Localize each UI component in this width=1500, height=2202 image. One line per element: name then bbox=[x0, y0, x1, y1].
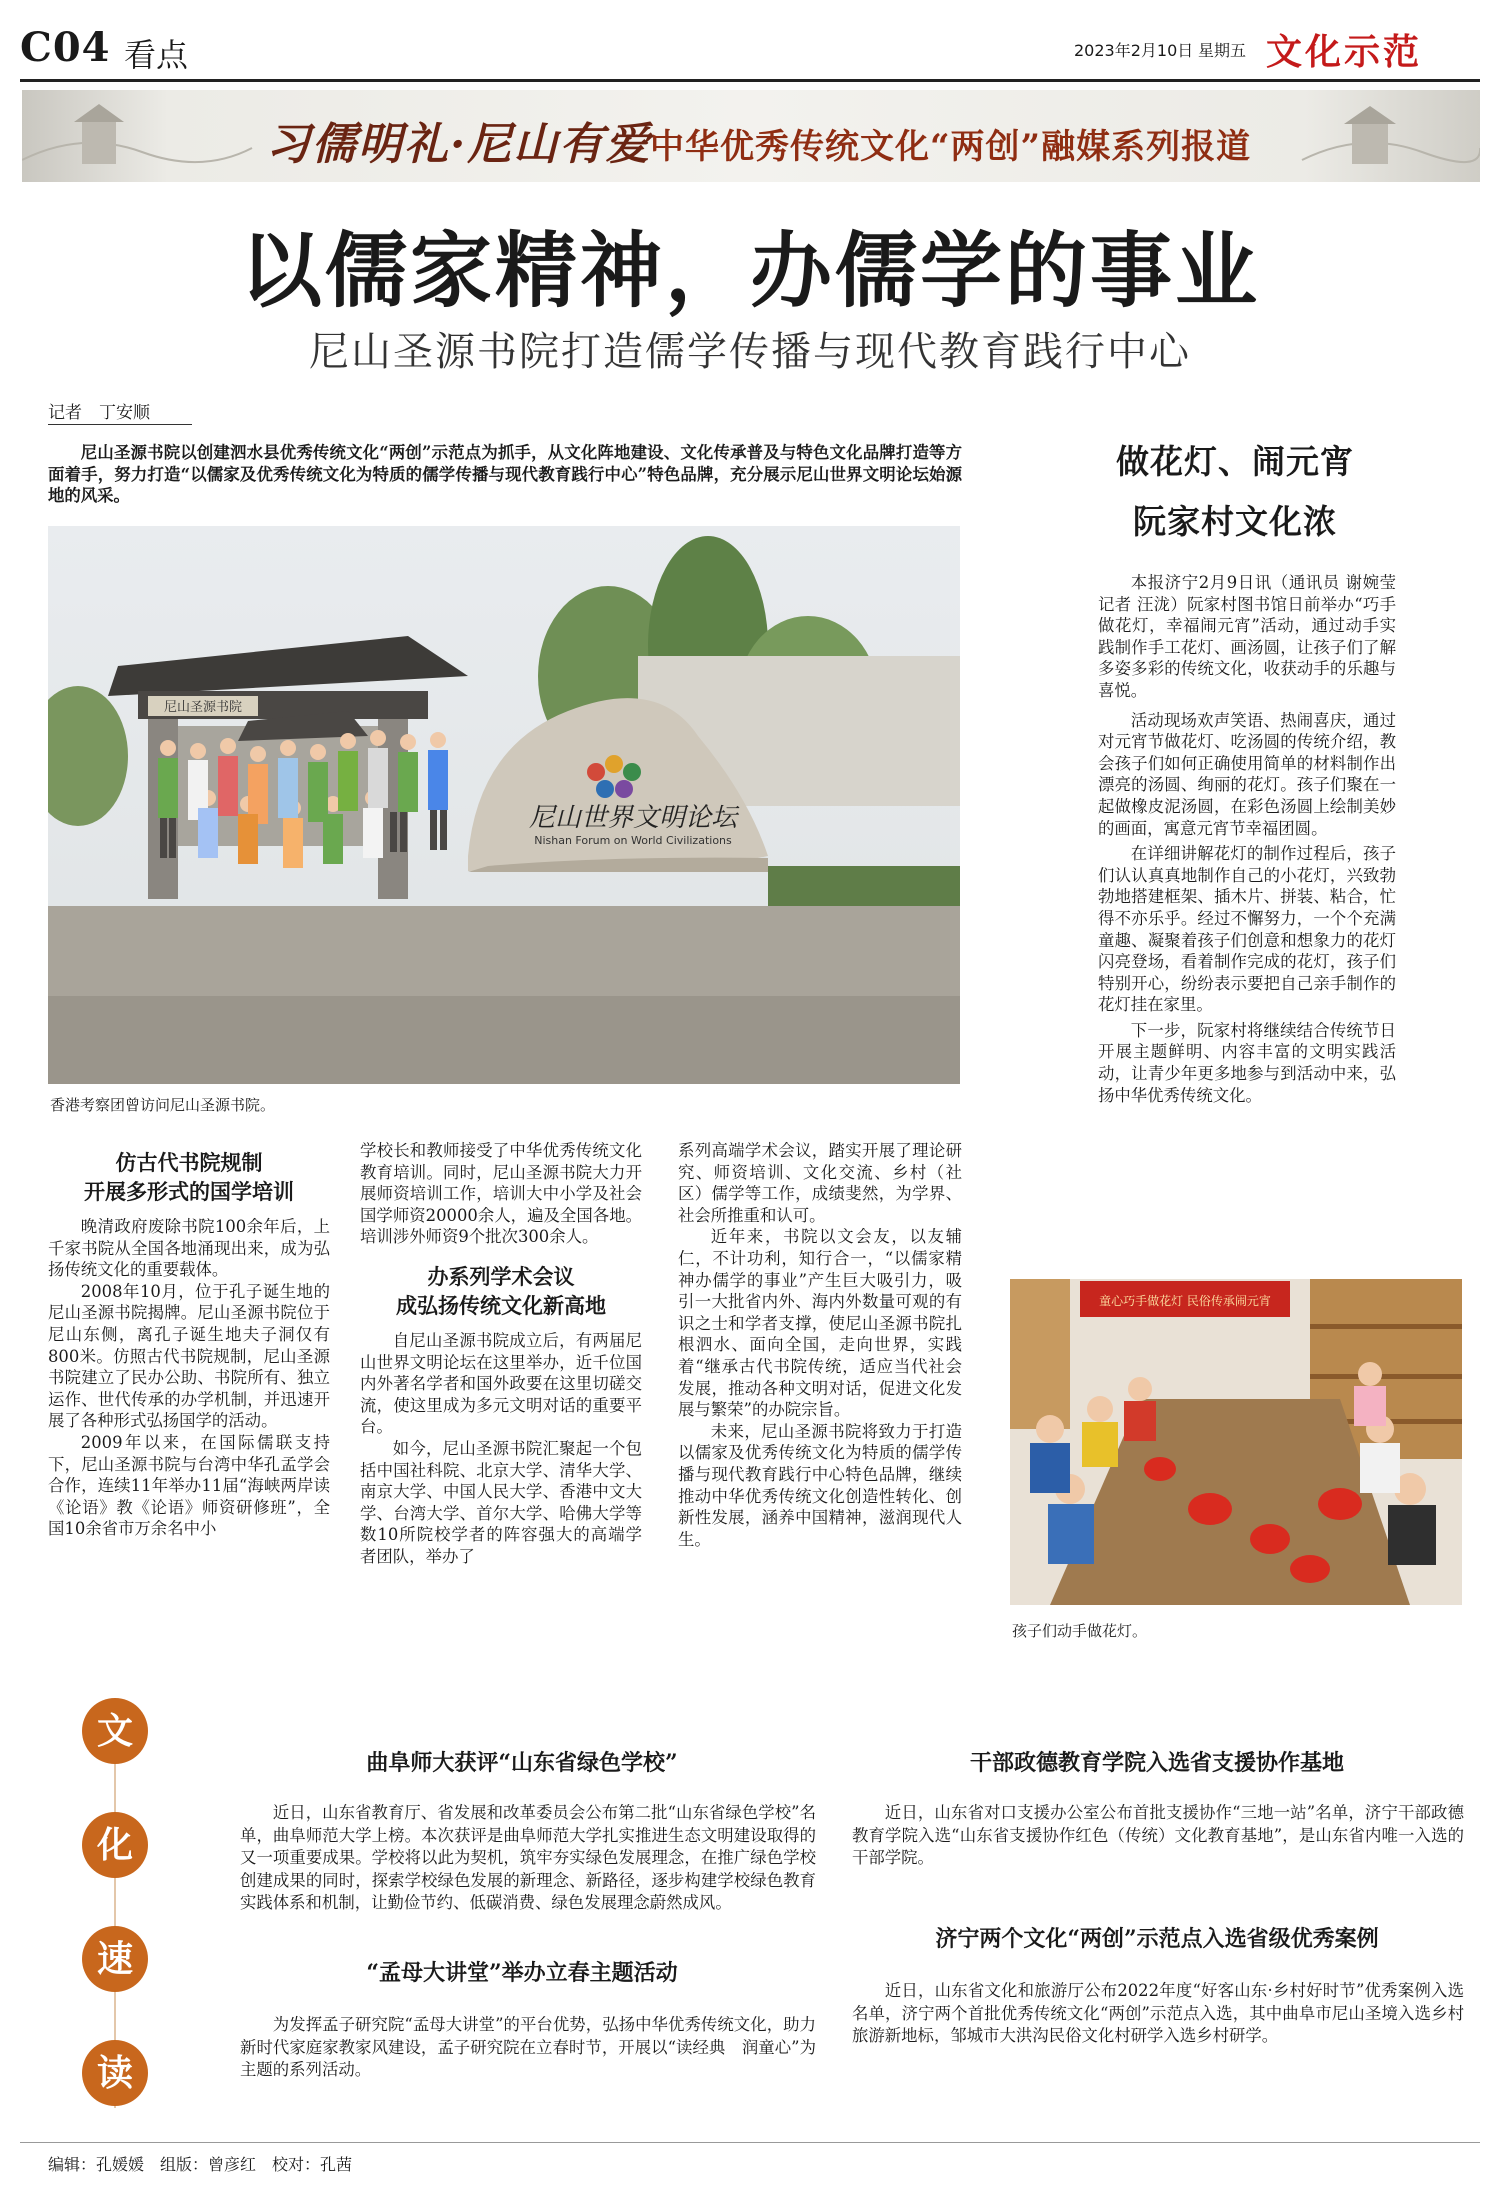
subheading-1-line2: 开展多形式的国学培训 bbox=[84, 1179, 294, 1204]
briefs-label-char: 速 bbox=[82, 1926, 148, 1992]
paragraph: 本报济宁2月9日讯（通讯员 谢婉莹 记者 汪泷）阮家村图书馆日前举办“巧手做花灯，幸福闹元宵”活动，通过动手实践制作手工花灯、画汤圆，让孩子们了解多姿多彩的传统文化，收获动手的乐趣与喜悦。 bbox=[1098, 573, 1396, 700]
paragraph: 自尼山圣源书院成立后，有两届尼山世界文明论坛在这里举办，近千位国内外著名学者和国外政要在这里切磋交流，使这里成为多元文明对话的重要平台。 bbox=[360, 1330, 642, 1437]
brief-body: 为发挥孟子研究院“孟母大讲堂”的平台优势，弘扬中华优秀传统文化，助力新时代家庭家教家风建设，孟子研究院在立春时节，开展以“读经典 润童心”为主题的系列活动。 bbox=[240, 2015, 816, 2079]
paragraph: 2009年以来，在国际儒联支持下，尼山圣源书院与台湾中华孔孟学会合作，连续11年举办11届“海峡两岸读《论语》教《论语》师资研修班”，全国10余省市万余名中小 bbox=[48, 1432, 330, 1539]
page-number: C04 bbox=[20, 24, 111, 71]
brief-body: 近日，山东省对口支援办公室公布首批支援协作“三地一站”名单，济宁干部政德教育学院入选“山东省支援协作红色（传统）文化教育基地”，是山东省内唯一入选的干部学院。 bbox=[852, 1803, 1464, 1867]
brief-title: “孟母大讲堂”举办立春主题活动 bbox=[366, 1960, 678, 1986]
subheading-1 bbox=[48, 1148, 330, 1206]
issue-weekday: 星期五 bbox=[1198, 41, 1247, 60]
article-column-2 bbox=[360, 1140, 642, 1568]
paragraph: 未来，尼山圣源书院将致力于打造以儒家及优秀传统文化为特质的儒学传播与现代教育践行中心特色品牌，继续推动中华优秀传统文化创造性转化、创新性发展，涵养中国精神，滋润现代人生。 bbox=[678, 1421, 962, 1549]
paragraph: 活动现场欢声笑语、热闹喜庆，通过对元宵节做花灯、吃汤圆的传统介绍，教会孩子们如何正确使用简单的材料制作出漂亮的汤圆、绚丽的花灯。孩子们聚在一起做橡皮泥汤圆，在彩色汤圆上绘制美妙的画面，寓意元宵节幸福团圆。 bbox=[1098, 710, 1396, 838]
footer-rule bbox=[20, 2142, 1480, 2143]
subheading-2-line2: 成弘扬传统文化新高地 bbox=[396, 1292, 606, 1318]
issue-date: 2023年2月10日 bbox=[1074, 41, 1194, 60]
subheading-2-line1: 办系列学术会议 bbox=[427, 1263, 575, 1289]
article-column-1 bbox=[48, 1148, 330, 1540]
photo-caption: 孩子们动手做花灯。 bbox=[1012, 1622, 1148, 1640]
paragraph: 晚清政府废除书院100余年后，上千家书院从全国各地涌现出来，成为弘扬传统文化的重要载体。 bbox=[48, 1217, 330, 1280]
brief-body: 近日，山东省文化和旅游厅公布2022年度“好客山东·乡村好时节”优秀案例入选名单，济宁两个首批优秀传统文化“两创”示范点入选，其中曲阜市尼山圣境入选乡村旅游新地标，邹城市大洪沟民俗文化村研学入选乡村研学。 bbox=[852, 1981, 1464, 2045]
brief-title: 济宁两个文化“两创”示范点入选省级优秀案例 bbox=[935, 1926, 1379, 1952]
photo-children-making-lanterns bbox=[1010, 1279, 1462, 1605]
gate-sign-text: 尼山圣源书院 bbox=[163, 700, 243, 715]
byline-rule bbox=[48, 424, 192, 425]
sidebar-title-line2: 阮家村文化浓 bbox=[1133, 502, 1337, 541]
brand-logo: 文化示范 bbox=[1266, 32, 1423, 73]
subheading-2 bbox=[360, 1262, 642, 1320]
section-name: 看点 bbox=[124, 36, 189, 74]
paragraph: 2008年10月，位于孔子诞生地的尼山圣源书院揭牌。尼山圣源书院位于尼山东侧，离孔子诞生地夫子洞仅有800米。仿照古代书院规制，尼山圣源书院建立了民办公助、书院所有、独立运作、世代传承的办学机制，并迅速开展了各种形式弘扬国学的活动。 bbox=[48, 1281, 330, 1431]
paragraph: 如今，尼山圣源书院汇聚起一个包括中国社科院、北京大学、清华大学、南京大学、中国人民大学、香港中文大学、台湾大学、首尔大学、哈佛大学等数10所院校学者的阵容强大的高端学者团队，举办了 bbox=[360, 1438, 642, 1566]
header-rule bbox=[20, 79, 1480, 82]
paragraph: 下一步，阮家村将继续结合传统节日开展主题鲜明、内容丰富的文明实践活动，让青少年更多地参与到活动中来，弘扬中华优秀传统文化。 bbox=[1098, 1020, 1396, 1105]
briefs-label-char: 化 bbox=[82, 1812, 148, 1878]
byline: 记者 丁安顺 bbox=[48, 403, 150, 423]
stone-inscription-cn: 尼山世界文明论坛 bbox=[528, 803, 738, 833]
article-subtitle: 尼山圣源书院打造儒学传播与现代教育践行中心 bbox=[309, 329, 1191, 375]
brief-title: 曲阜师大获评“山东省绿色学校” bbox=[366, 1750, 678, 1776]
event-banner-text: 童心巧手做花灯 民俗传承闹元宵 bbox=[1099, 1294, 1271, 1308]
paragraph: 学校长和教师接受了中华优秀传统文化教育培训。同时，尼山圣源书院大力开展师资培训工作，培训大中小学及社会国学师资20000余人，遍及全国各地。培训涉外师资9个批次300余人。 bbox=[360, 1141, 642, 1247]
banner-series-title: 中华优秀传统文化“两创”融媒系列报道 bbox=[650, 127, 1252, 167]
banner-calligraphy: 习儒明礼·尼山有爱 bbox=[266, 119, 652, 170]
briefs-label-char: 读 bbox=[82, 2040, 148, 2106]
sidebar-title-line1: 做花灯、闹元宵 bbox=[1116, 442, 1354, 481]
stone-inscription-en: Nishan Forum on World Civilizations bbox=[534, 834, 732, 847]
sidebar-title bbox=[1090, 432, 1380, 552]
paragraph: 系列高端学术会议，踏实开展了理论研究、师资培训、文化交流、乡村（社区）儒学等工作，成绩斐然，为学界、社会所推重和认可。 bbox=[678, 1141, 962, 1225]
editor-credits: 编辑：孔媛媛 组版：曾彦红 校对：孔茜 bbox=[48, 2155, 353, 2174]
brief-body: 近日，山东省教育厅、省发展和改革委员会公布第二批“山东省绿色学校”名单，曲阜师范大学上榜。本次获评是曲阜师范大学扎实推进生态文明建设取得的又一项重要成果。学校将以此为契机，筑牢夯实绿色发展理念，在推广绿色学校创建成果的同时，探索学校绿色发展的新理念、新路径，逐步构建学校绿色教育实践体系和机制，让勤俭节约、低碳消费、绿色发展理念蔚然成风。 bbox=[240, 1803, 816, 1912]
article-title: 以儒家精神，办儒学的事业 bbox=[239, 223, 1260, 319]
article-lead: 尼山圣源书院以创建泗水县优秀传统文化“两创”示范点为抓手，从文化阵地建设、文化传承普及与特色文化品牌打造等方面着手，努力打造“以儒家及优秀传统文化为特质的儒学传播与现代教育践行中心”特色品牌，充分展示尼山世界文明论坛始源地的风采。 bbox=[48, 443, 962, 506]
briefs-label-char: 文 bbox=[82, 1698, 148, 1764]
photo-caption: 香港考察团曾访问尼山圣源书院。 bbox=[50, 1096, 276, 1114]
brief-title: 干部政德教育学院入选省支援协作基地 bbox=[969, 1750, 1344, 1776]
paragraph: 在详细讲解花灯的制作过程后，孩子们认认真真地制作自己的小花灯，兴致勃勃地搭建框架、插木片、拼装、粘合，忙得不亦乐乎。经过不懈努力，一个个充满童趣、凝聚着孩子们创意和想象力的花灯闪亮登场，看着制作完成的花灯，孩子们特别开心，纷纷表示要把自己亲手制作的花灯挂在家里。 bbox=[1098, 844, 1396, 1015]
sidebar-body bbox=[1098, 572, 1396, 1106]
article-column-3 bbox=[678, 1140, 962, 1550]
subheading-1-line1: 仿古代书院规制 bbox=[115, 1150, 263, 1175]
paragraph: 近年来，书院以文会友，以友辅仁，不计功利，知行合一，“以儒家精神办儒学的事业”产生巨大吸引力，吸引一大批省内外、海内外数量可观的有识之士和学者支撑，使尼山圣源书院扎根泗水、面向全国，走向世界，实践着“继承古代书院传统，适应当代社会发展，推动各种文明对话，促进文化发展与繁荣”的办院宗旨。 bbox=[678, 1227, 962, 1420]
photo-visitors-at-academy bbox=[48, 526, 960, 1084]
